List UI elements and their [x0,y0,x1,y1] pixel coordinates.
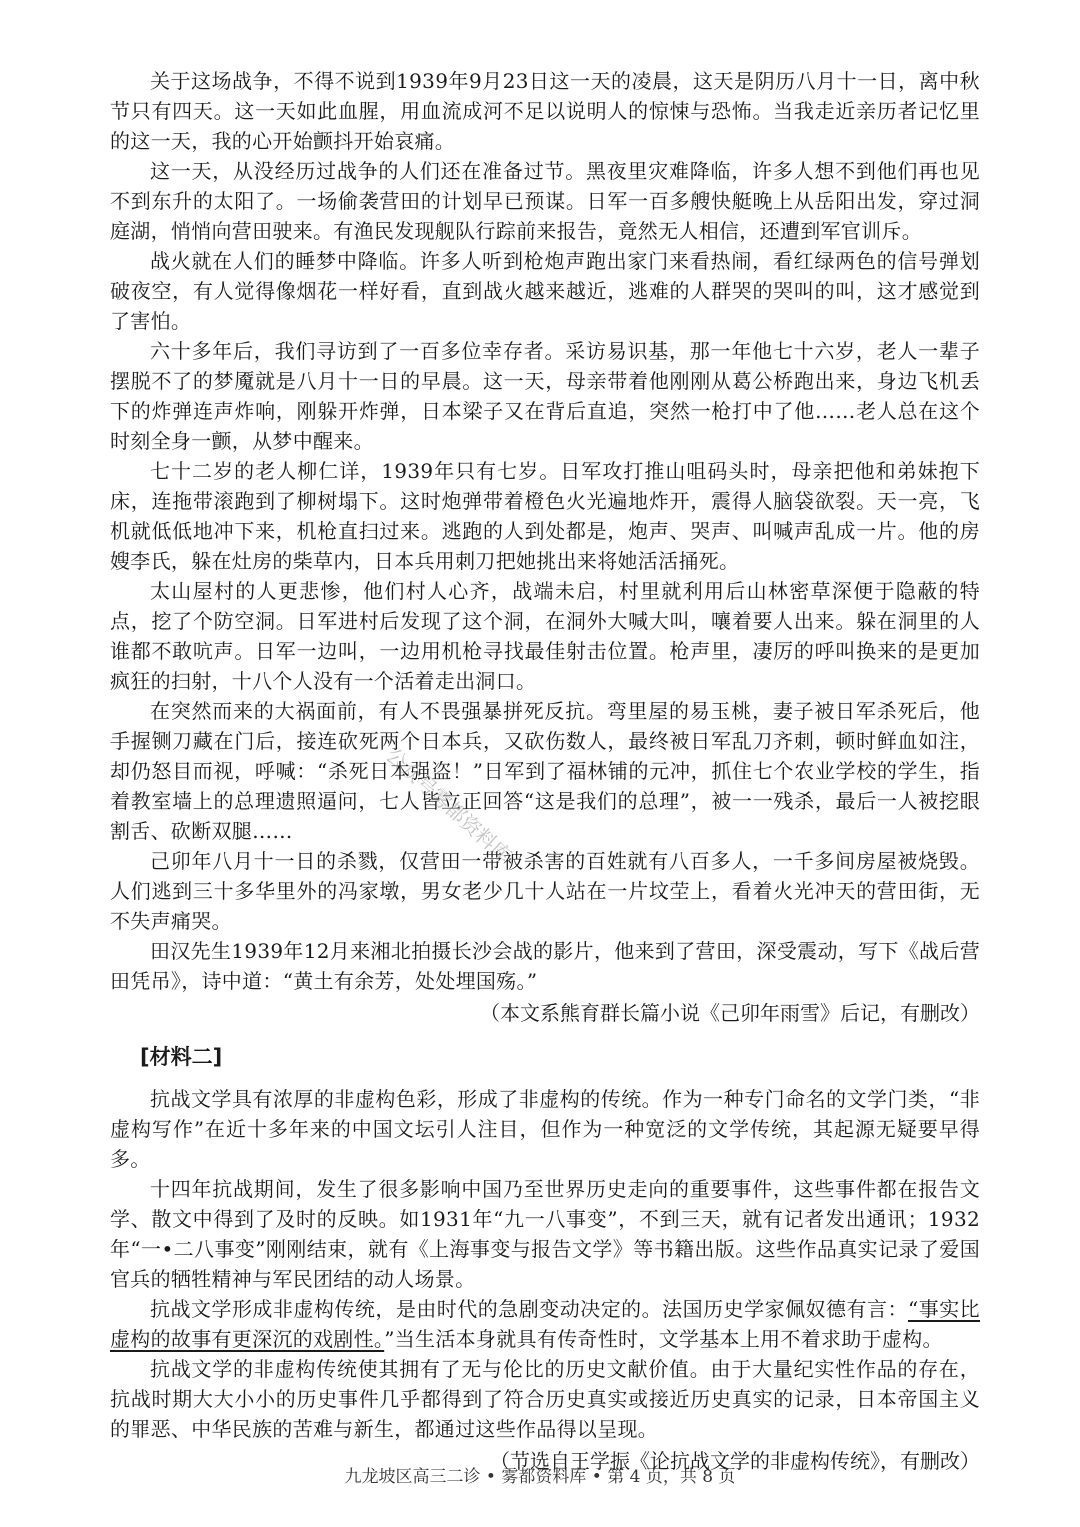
paragraph: 十四年抗战期间，发生了很多影响中国乃至世界历史走向的重要事件，这些事件都在报告文学、散文中得到了及时的反映。如1931年“九一八事变”，不到三天，就有记者发出通讯；1932年“一•二八事变”刚刚结束，就有《上海事变与报告文学》等书籍出版。这些作品真实记录了爱国官兵的牺牲精神与军民团结的动人场景。 [110,1177,980,1291]
content-body [110,66,980,1476]
page-footer: 九龙坡区高三二诊 • 雾都资料库 • 第 4 页，共 8 页 [344,1467,736,1487]
source-citation: （本文系熊育群长篇小说《己卯年雨雪》后记，有删改） [480,1001,980,1025]
material-heading: [材料二] [140,1045,223,1069]
paragraph [110,1294,980,1354]
paragraph: 田汉先生1939年12月来湘北拍摄长沙会战的影片，他来到了营田，深受震动，写下《战后营田凭吊》，诗中道：“黄土有余芳，处处埋国殇。” [110,939,980,993]
material-two [110,1042,980,1476]
text-segment: 抗战文学形成非虚构传统，是由时代的急剧变动决定的。法国历史学家佩奴德有言： [150,1297,908,1321]
paragraph: 抗战文学具有浓厚的非虚构色彩，形成了非虚构的传统。作为一种专门命名的文学门类，“非虚构写作”在近十多年来的中国文坛引人注目，但作为一种宽泛的文学传统，其起源无疑要早得多。 [110,1087,980,1171]
underlined-quote: “事实比虚构的故事有更深沉的戏剧性。 [110,1297,980,1351]
text-segment: ”当生活本身就具有传奇性时，文学基本上用不着求助于虚构。 [384,1327,943,1351]
paragraph: 己卯年八月十一日的杀戮，仅营田一带被杀害的百姓就有八百多人，一千多间房屋被烧毁。人们逃到三十多华里外的冯家墩，男女老少几十人站在一片坟茔上，看着火光冲天的营田街，无不失声痛哭。 [110,849,980,933]
paragraph: 在突然而来的大祸面前，有人不畏强暴拼死反抗。弯里屋的易玉桃，妻子被日军杀死后，他手握铡刀藏在门后，接连砍死两个日本兵，又砍伤数人，最终被日军乱刀齐刺，顿时鲜血如注，却仍怒目而视，呼喊：“杀死日本强盗！”日军到了福林铺的元冲，抓住七个农业学校的学生，指着教室墙上的总理遗照逼问，七人皆立正回答“这是我们的总理”，被一一残杀，最后一人被挖眼割舌、砍断双腿…… [110,699,980,843]
paragraph: 关于这场战争，不得不说到1939年9月23日这一天的凌晨，这天是阴历八月十一日，离中秋节只有四天。这一天如此血腥，用血流成河不足以说明人的惊悚与恐怖。当我走近亲历者记忆里的这一天，我的心开始颤抖开始哀痛。 [110,69,980,153]
watermark: 公众号雾都资料库 [381,742,517,868]
paragraph: 七十二岁的老人柳仁详，1939年只有七岁。日军攻打推山咀码头时，母亲把他和弟妹抱下床，连拖带滚跑到了柳树塌下。这时炮弹带着橙色火光遍地炸开，震得人脑袋欲裂。天一亮，飞机就低低地冲下来，机枪直扫过来。逃跑的人到处都是，炮声、哭声、叫喊声乱成一片。他的房嫂李氏，躲在灶房的柴草内，日本兵用刺刀把她挑出来将她活活捅死。 [110,459,980,573]
paragraph: 六十多年后，我们寻访到了一百多位幸存者。采访易识基，那一年他七十六岁，老人一辈子摆脱不了的梦魇就是八月十一日的早晨。这一天，母亲带着他刚刚从葛公桥跑出来，身边飞机丢下的炸弹连声炸响，刚躲开炸弹，日本梁子又在背后直追，突然一枪打中了他……老人总在这个时刻全身一颤，从梦中醒来。 [110,339,980,453]
paragraph: 这一天，从没经历过战争的人们还在准备过节。黑夜里灾难降临，许多人想不到他们再也见不到东升的太阳了。一场偷袭营田的计划早已预谋。日军一百多艘快艇晚上从岳阳出发，穿过洞庭湖，悄悄向营田驶来。有渔民发现舰队行踪前来报告，竟然无人相信，还遭到军官训斥。 [110,159,980,243]
paragraph: 太山屋村的人更悲惨，他们村人心齐，战端未启，村里就利用后山林密草深便于隐蔽的特点，挖了个防空洞。日军进村后发现了这个洞，在洞外大喊大叫，嚷着要人出来。躲在洞里的人谁都不敢吭声。日军一边叫，一边用机枪寻找最佳射击位置。枪声里，凄厉的呼叫换来的是更加疯狂的扫射，十八个人没有一个活着走出洞口。 [110,579,980,693]
paragraph: 抗战文学的非虚构传统使其拥有了无与伦比的历史文献价值。由于大量纪实性作品的存在，抗战时期大大小小的历史事件几乎都得到了符合历史真实或接近历史真实的记录，日本帝国主义的罪恶、中华民族的苦难与新生，都通过这些作品得以呈现。 [110,1357,980,1441]
paragraph: 战火就在人们的睡梦中降临。许多人听到枪炮声跑出家门来看热闹，看红绿两色的信号弹划破夜空，有人觉得像烟花一样好看，直到战火越来越近，逃难的人群哭的哭叫的叫，这才感觉到了害怕。 [110,249,980,333]
source-citation: （节选自王学振《论抗战文学的非虚构传统》，有删改） [490,1449,980,1473]
